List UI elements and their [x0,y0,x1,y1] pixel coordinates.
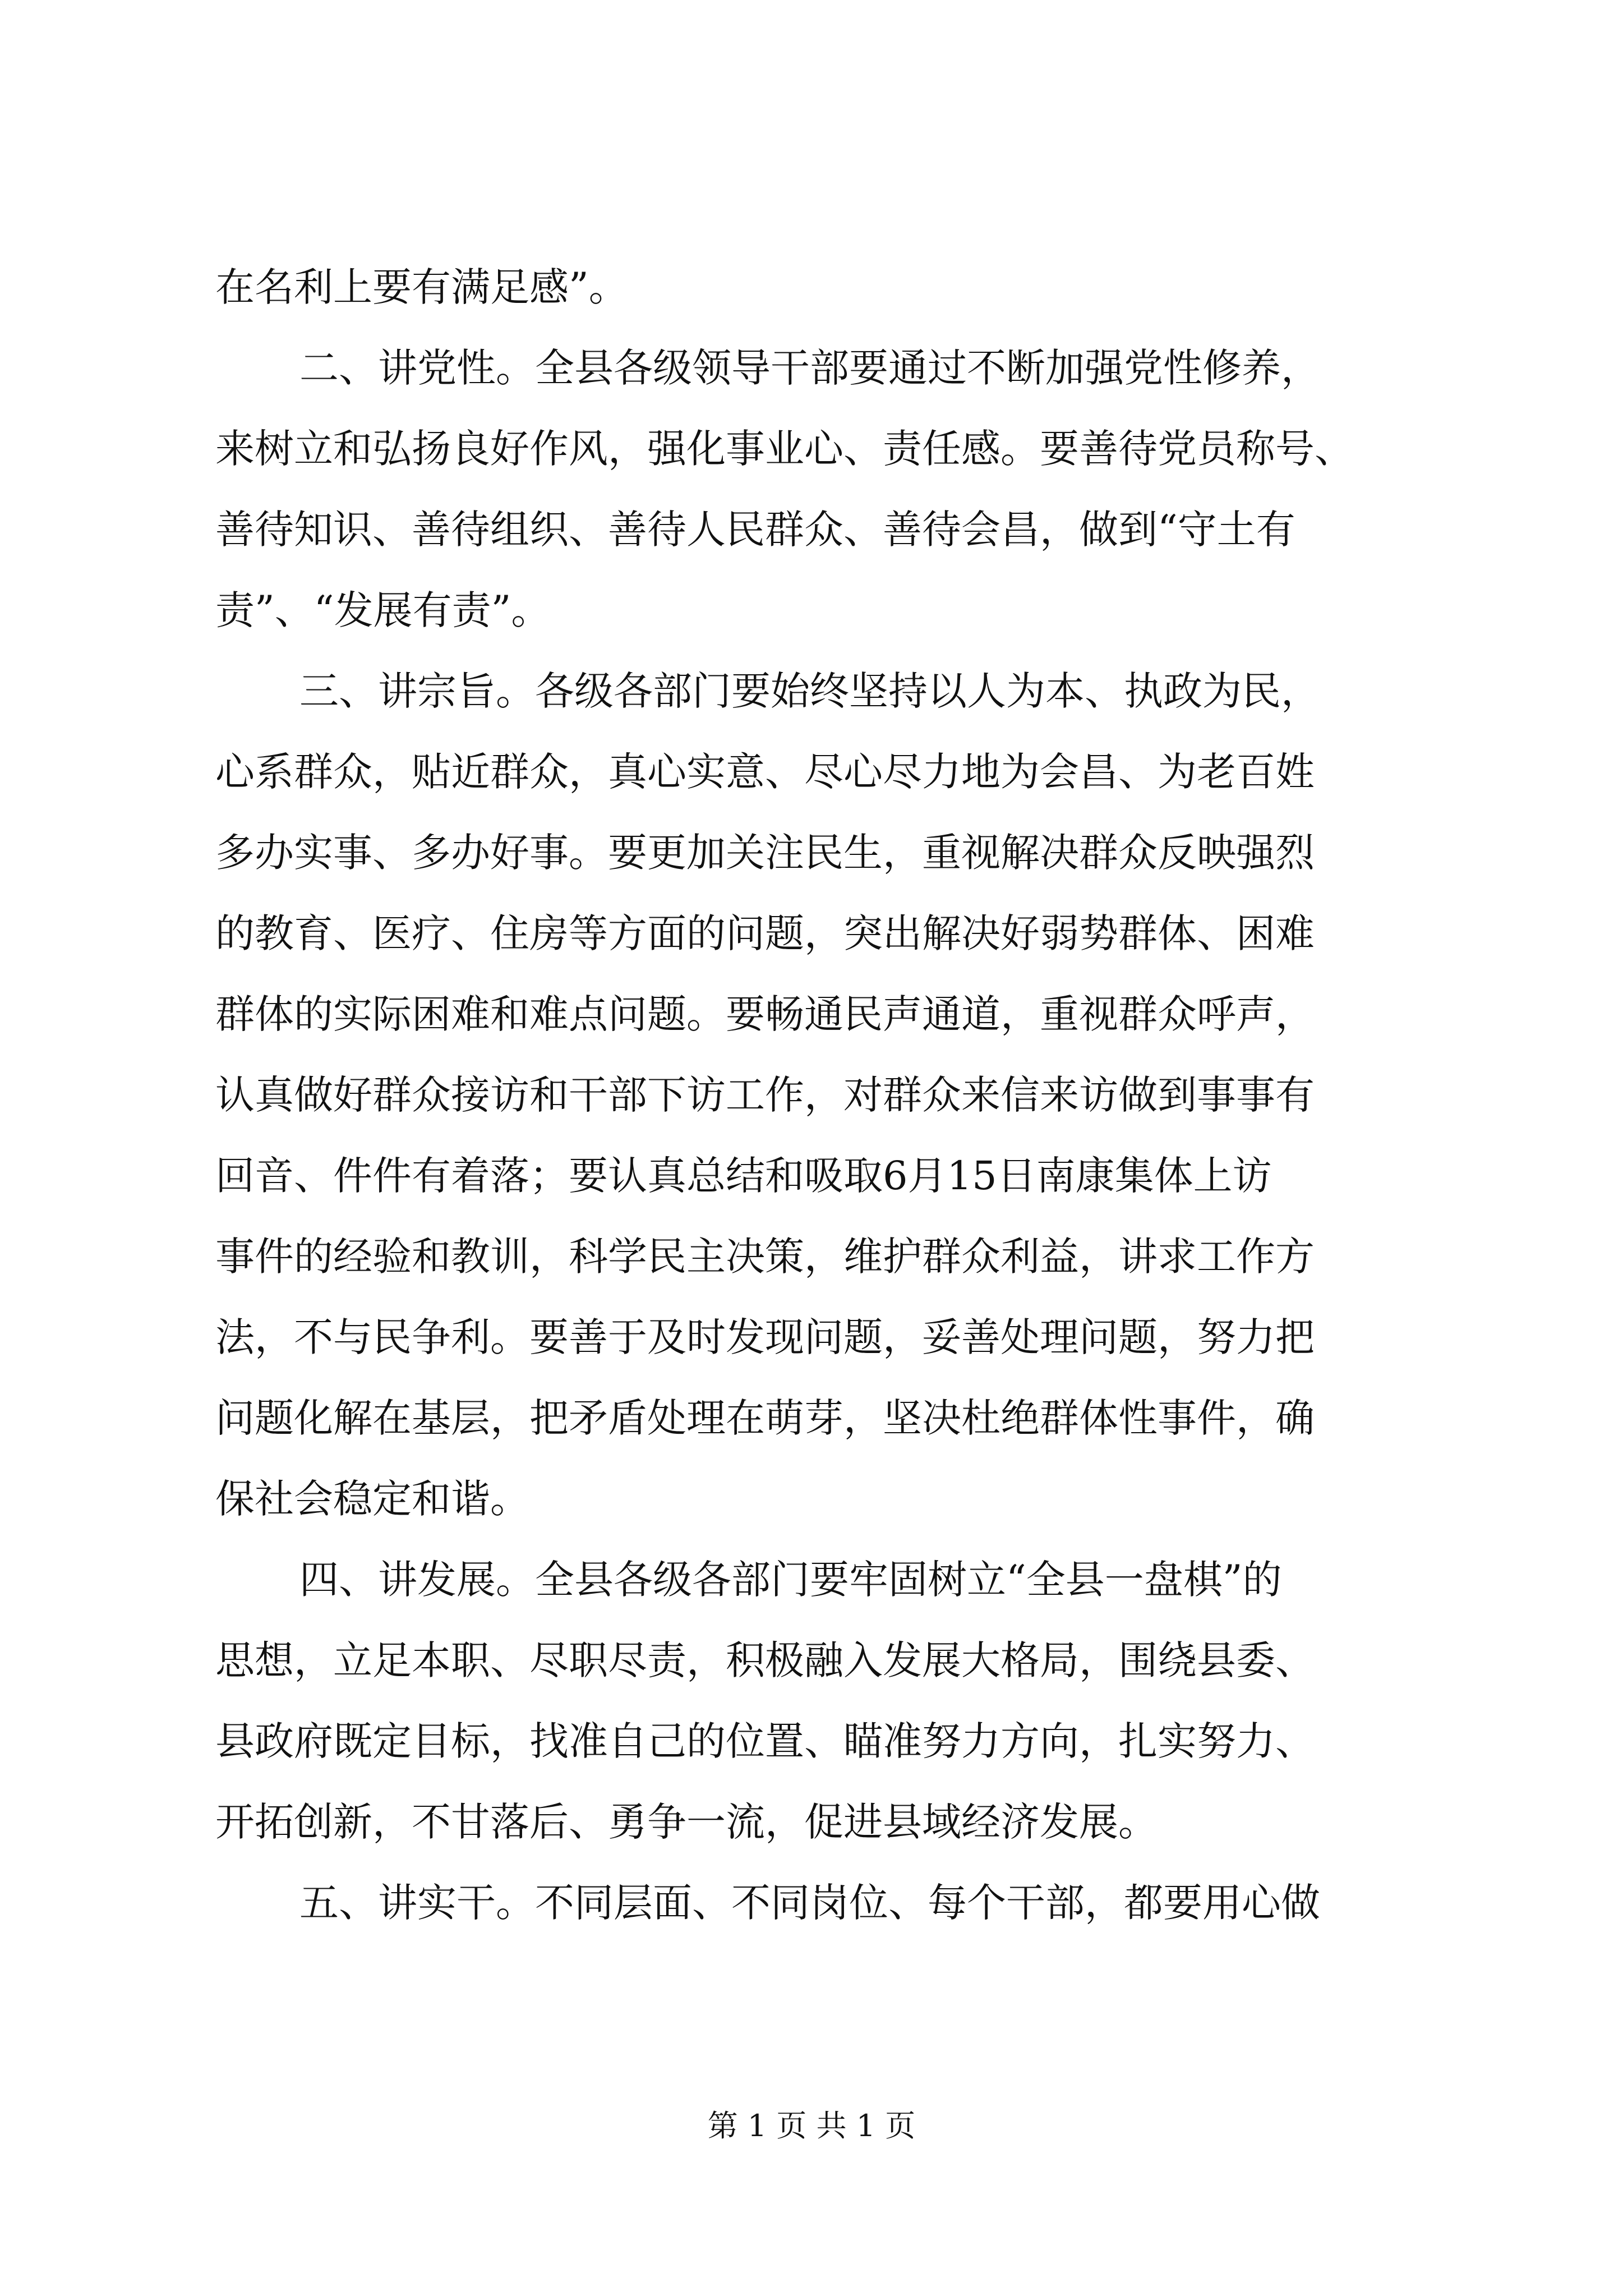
text-line: 二、讲党性。全县各级领导干部要通过不断加强党性修养， [299,345,1320,391]
text-line: 认真做好群众接访和干部下访工作，对群众来信来访做到事事有 [215,1072,1315,1118]
text-line: 事件的经验和教训，科学民主决策，维护群众利益，讲求工作方 [215,1234,1315,1280]
text-line: 五、讲实干。不同层面、不同岗位、每个干部，都要用心做 [299,1880,1320,1926]
text-line: 县政府既定目标，找准自己的位置、瞄准努力方向，扎实努力、 [215,1718,1315,1764]
text-line: 问题化解在基层，把矛盾处理在萌芽，坚决杜绝群体性事件，确 [215,1395,1315,1441]
text-line: 开拓创新，不甘落后、勇争一流，促进县域经济发展。 [215,1799,1158,1845]
text-line: 三、讲宗旨。各级各部门要始终坚持以人为本、执政为民， [299,668,1320,714]
text-line: 责”、“发展有责”。 [215,587,551,633]
text-line: 善待知识、善待组织、善待人民群众、善待会昌，做到“守土有 [215,507,1295,553]
text-line: 在名利上要有满足感”。 [215,264,628,310]
text-line: 多办实事、多办好事。要更加关注民生，重视解决群众反映强烈 [215,830,1315,876]
text-line: 的教育、医疗、住房等方面的问题，突出解决好弱势群体、困难 [215,910,1315,956]
text-line: 思想，立足本职、尽职尽责，积极融入发展大格局，围绕县委、 [215,1637,1315,1683]
text-line: 四、讲发展。全县各级各部门要牢固树立“全县一盘棋”的 [299,1557,1282,1603]
text-line: 来树立和弘扬良好作风，强化事业心、责任感。要善待党员称号、 [215,426,1354,472]
document-body [215,247,1419,1943]
page-number-label: 第 1 页 共 1 页 [707,2108,916,2143]
text-line: 群体的实际困难和难点问题。要畅通民声通道，重视群众呼声， [215,991,1315,1037]
text-line: 保社会稳定和谐。 [215,1476,529,1522]
page-footer [0,2106,1623,2146]
text-line: 心系群众，贴近群众，真心实意、尽心尽力地为会昌、为老百姓 [215,749,1315,795]
text-line: 法，不与民争利。要善于及时发现问题，妥善处理问题，努力把 [215,1314,1315,1360]
text-line: 回音、件件有着落；要认真总结和吸取6月15日南康集体上访 [215,1153,1272,1199]
